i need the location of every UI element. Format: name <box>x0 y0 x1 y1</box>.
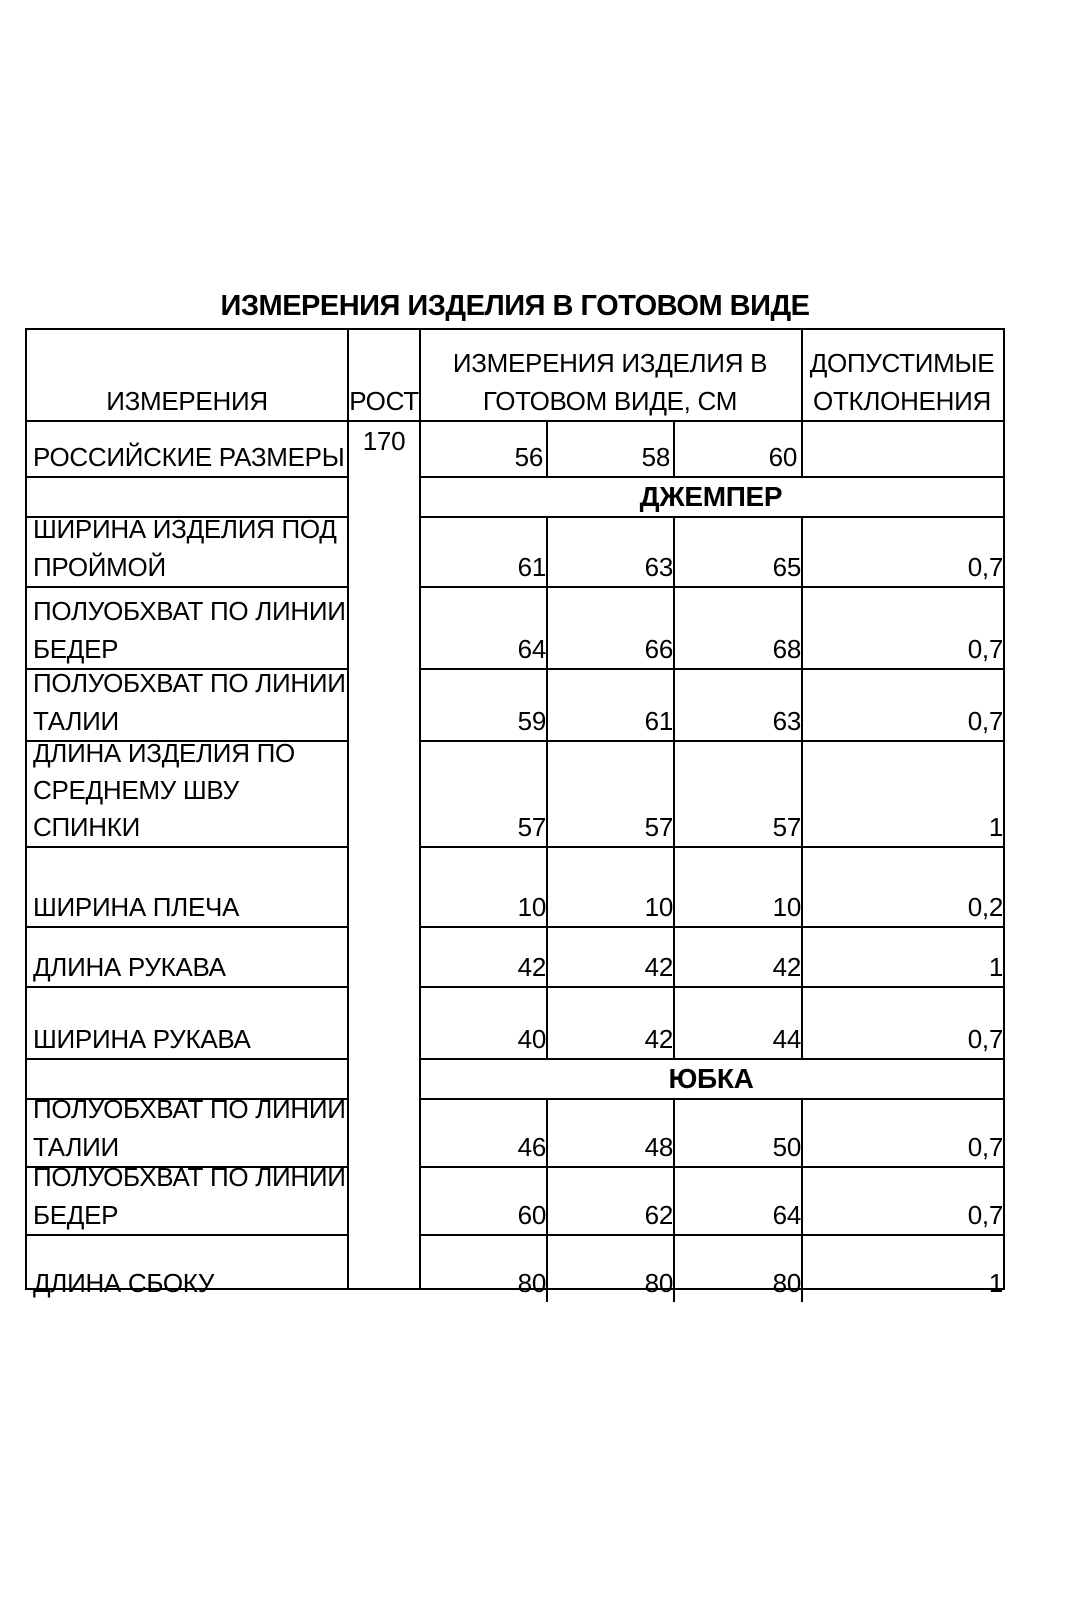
grid-line <box>673 848 675 926</box>
measurement-value: 61 <box>517 552 546 582</box>
tolerance-value: 1 <box>988 952 1003 982</box>
measurement-value: 42 <box>644 1024 673 1054</box>
tolerance-value: 1 <box>988 1268 1003 1298</box>
grid-line <box>27 1058 347 1060</box>
grid-line <box>27 420 1003 422</box>
measurement-value: 57 <box>772 812 801 842</box>
grid-line <box>801 1168 803 1234</box>
grid-line <box>673 670 675 740</box>
measurement-label: ДЛИНА ИЗДЕЛИЯ ПО СРЕДНЕМУ ШВУ СПИНКИ <box>33 742 295 842</box>
header-measurements: ИЗМЕРЕНИЯ <box>106 386 268 416</box>
measurement-value: 60 <box>517 1200 546 1230</box>
measurement-value: 68 <box>772 634 801 664</box>
measurement-value: 66 <box>644 634 673 664</box>
grid-line <box>546 420 548 476</box>
tolerance-value: 0,7 <box>967 634 1003 664</box>
measurement-value: 61 <box>644 706 673 736</box>
grid-line <box>673 588 675 668</box>
grid-line <box>546 1236 548 1302</box>
grid-line <box>673 742 675 846</box>
grid-line <box>546 518 548 586</box>
section-title: ЮБКА <box>668 1063 754 1094</box>
measurement-value: 10 <box>517 892 546 922</box>
measurement-value: 64 <box>517 634 546 664</box>
measurement-label: ПОЛУОБХВАТ ПО ЛИНИИ БЕДЕР <box>33 1168 346 1230</box>
measurement-value: 10 <box>644 892 673 922</box>
measurement-value: 44 <box>772 1024 801 1054</box>
grid-line <box>673 1236 675 1302</box>
grid-line <box>673 1168 675 1234</box>
grid-line <box>546 1100 548 1166</box>
size-value: 60 <box>768 442 797 472</box>
grid-line <box>801 988 803 1058</box>
measurement-value: 42 <box>772 952 801 982</box>
grid-line <box>673 1100 675 1166</box>
grid-line <box>801 670 803 740</box>
measurement-label: ПОЛУОБХВАТ ПО ЛИНИИ БЕДЕР <box>33 596 346 664</box>
grid-line <box>801 848 803 926</box>
tolerance-value: 0,7 <box>967 1200 1003 1230</box>
tolerance-value: 0,7 <box>967 552 1003 582</box>
measurement-label: ПОЛУОБХВАТ ПО ЛИНИИ ТАЛИИ <box>33 1100 346 1162</box>
measurement-value: 42 <box>517 952 546 982</box>
grid-line <box>801 1100 803 1166</box>
measurement-value: 10 <box>772 892 801 922</box>
measurement-label: ДЛИНА РУКАВА <box>33 952 226 982</box>
grid-line <box>673 518 675 586</box>
measurement-value: 80 <box>517 1268 546 1298</box>
measurement-label: ПОЛУОБХВАТ ПО ЛИНИИ ТАЛИИ <box>33 670 346 736</box>
grid-line <box>546 588 548 668</box>
grid-line <box>546 988 548 1058</box>
tolerance-value: 0,7 <box>967 706 1003 736</box>
header-finished-measurements: ИЗМЕРЕНИЯ ИЗДЕЛИЯ В ГОТОВОМ ВИДЕ, СМ <box>452 348 768 416</box>
measurement-value: 62 <box>644 1200 673 1230</box>
grid-line <box>801 588 803 668</box>
measurement-value: 80 <box>772 1268 801 1298</box>
measurement-value: 46 <box>517 1132 546 1162</box>
grid-line <box>27 476 347 478</box>
measurement-value: 40 <box>517 1024 546 1054</box>
grid-line <box>546 848 548 926</box>
size-value: 56 <box>514 442 543 472</box>
measurement-value: 59 <box>517 706 546 736</box>
grid-line <box>673 420 675 476</box>
header-tolerance: ДОПУСТИМЫЕ ОТКЛОНЕНИЯ <box>809 348 995 416</box>
grid-line <box>546 742 548 846</box>
header-height: РОСТ <box>349 386 419 416</box>
measurement-label: ШИРИНА ПЛЕЧА <box>33 892 240 922</box>
grid-line <box>801 330 803 420</box>
measurement-value: 64 <box>772 1200 801 1230</box>
section-title: ДЖЕМПЕР <box>639 481 783 512</box>
measurement-value: 65 <box>772 552 801 582</box>
grid-line <box>801 420 803 476</box>
measurements-table <box>25 328 1005 1298</box>
measurement-value: 80 <box>644 1268 673 1298</box>
grid-line <box>673 988 675 1058</box>
measurement-label: ШИРИНА РУКАВА <box>33 1024 251 1054</box>
measurement-label: ДЛИНА СБОКУ <box>33 1268 215 1298</box>
grid-line <box>673 928 675 986</box>
tolerance-value: 0,7 <box>967 1132 1003 1162</box>
grid-line <box>801 518 803 586</box>
page-title: ИЗМЕРЕНИЯ ИЗДЕЛИЯ В ГОТОВОМ ВИДЕ <box>220 290 810 322</box>
measurement-value: 48 <box>644 1132 673 1162</box>
measurement-value: 42 <box>644 952 673 982</box>
grid-line <box>801 1236 803 1302</box>
measurement-value: 63 <box>772 706 801 736</box>
grid-line <box>801 928 803 986</box>
size-value: 58 <box>641 442 670 472</box>
measurement-value: 50 <box>772 1132 801 1162</box>
tolerance-value: 0,7 <box>967 1024 1003 1054</box>
grid-line <box>801 742 803 846</box>
measurement-value: 57 <box>644 812 673 842</box>
measurement-label: ШИРИНА ИЗДЕЛИЯ ПОД ПРОЙМОЙ <box>33 518 337 582</box>
tolerance-value: 0,2 <box>967 892 1003 922</box>
grid-line <box>546 670 548 740</box>
tolerance-value: 1 <box>988 812 1003 842</box>
sizes-row-label: РОССИЙСКИЕ РАЗМЕРЫ <box>33 442 345 472</box>
measurement-value: 57 <box>517 812 546 842</box>
grid-line <box>546 928 548 986</box>
height-value: 170 <box>362 426 406 456</box>
grid-line <box>546 1168 548 1234</box>
measurement-value: 63 <box>644 552 673 582</box>
